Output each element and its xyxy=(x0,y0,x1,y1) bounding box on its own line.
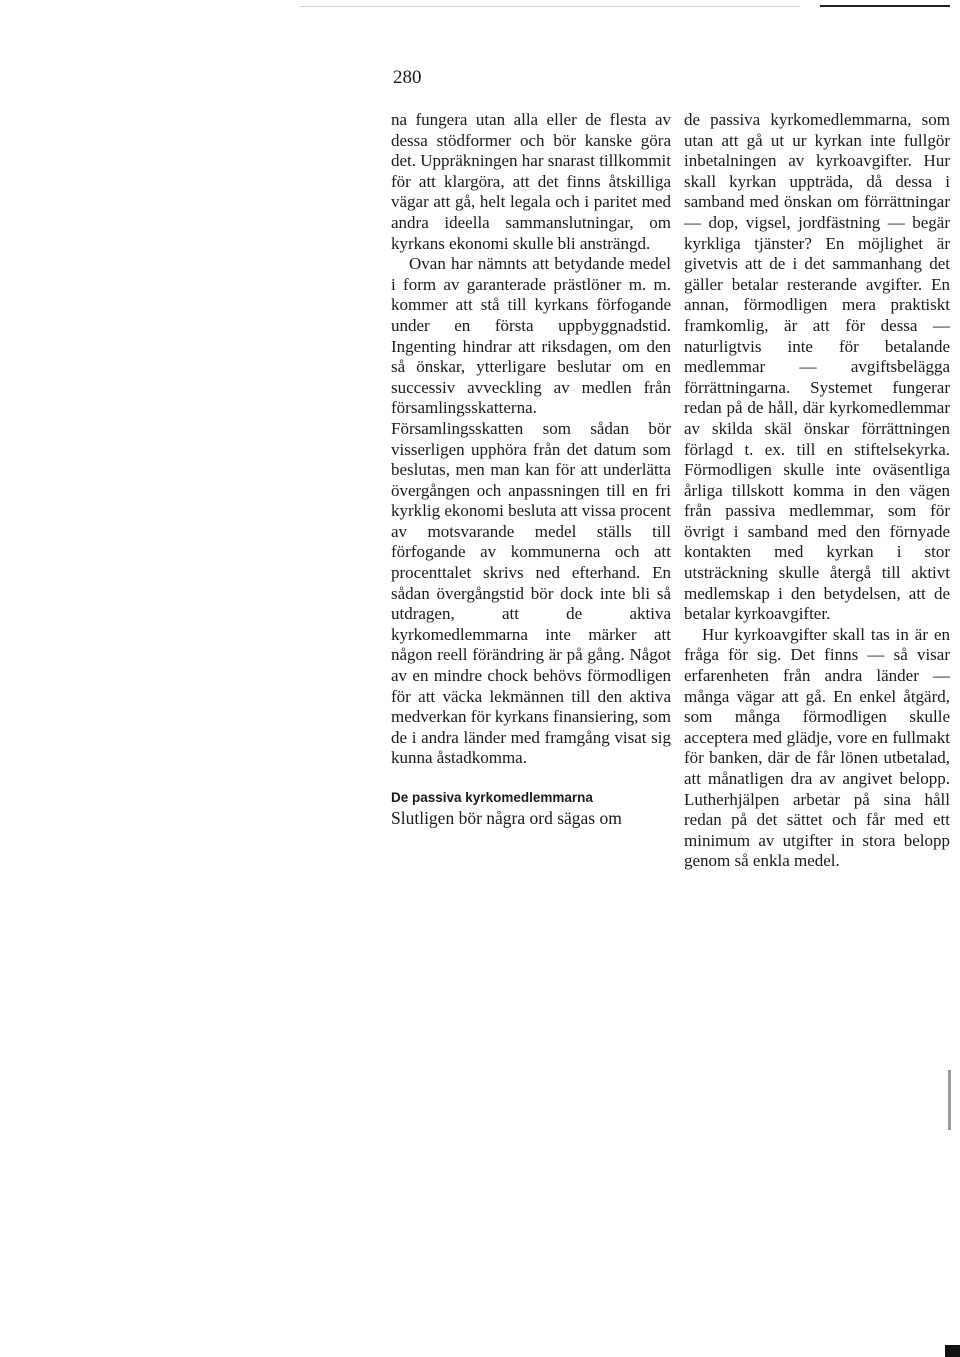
right-paragraph-2: Hur kyrkoavgifter skall tas in är en fråga för sig. Det finns — så visar erfarenheten från andra länder — många vägar att gå. En enkel åtgärd, som många förmodligen skulle acceptera med glädje, vore en fullmakt för banken, där de får lönen utbetalad, att månatligen dra av angivet belopp. Lutherhjälpen arbetar på sina håll redan på det sättet och får med ett minimum av utgifter in stora belopp genom så enkla medel. xyxy=(684,624,950,871)
scan-speck xyxy=(945,1345,960,1357)
scan-speck xyxy=(948,1070,951,1130)
left-paragraph-3: Slutligen bör några ord sägas om xyxy=(391,808,622,828)
section-heading: De passiva kyrkomedlemmarna xyxy=(391,790,593,805)
left-paragraph-2: Ovan har nämnts att betydande medel i form av garanterade prästlöner m. m. kommer att stå till kyrkans förfogande under en första uppbyggnadstid. Ingenting hindrar att riksdagen, om den så önskar, ytterligare beslutar om en successiv avveckling av medlen från församlingsskatterna. Församlingsskatten som sådan bör visserligen upphöra från det datum som beslutas, men man kan för att underlätta övergången och anpassningen till en fri kyrklig ekonomi besluta att vissa procent av motsvarande medel ställs till förfogande av kommunerna och att procenttalet skrivs ned efterhand. En sådan övergångstid bör dock inte bli så utdragen, att de aktiva kyrkomedlemmarna inte märker att någon reell förändring är på gång. Något av en mindre chock behövs förmodligen för att väcka lekmännen till den aktiva medverkan för kyrkans finansiering, som de i andra länder med framgång visat sig kunna åstadkomma. xyxy=(391,254,671,768)
scan-edge-mark xyxy=(820,5,950,7)
left-paragraph-1: na fungera utan alla eller de flesta av dessa stödformer och bör kanske göra det. Uppräkningen har snarast tillkommit för att klargöra, att det finns åtskilliga vägar att gå, helt legala och i paritet med andra ideella sammanslutningar, om kyrkans ekonomi skulle bli ansträngd. xyxy=(391,110,671,253)
right-column xyxy=(684,110,950,872)
scan-edge-line xyxy=(300,6,800,7)
right-paragraph-1: de passiva kyrkomedlemmarna, som utan att gå ut ur kyrkan inte fullgör inbetalningen av kyrkoavgifter. Hur skall kyrkan uppträda, då dessa i samband med önskan om förrättningar — dop, vigsel, jordfästning — begär kyrkliga tjänster? En möjlighet är givetvis att de i det sammanhang det gäller betalar resterande avgifter. En annan, förmodligen mera praktiskt framkomlig, är att för dessa — naturligtvis inte för betalande medlemmar — avgiftsbelägga förrättningarna. Systemet fungerar redan på de håll, där kyrkomedlemmar av skilda skäl önskar förrättningen förlagd t. ex. till en stiftelsekyrka. Förmodligen skulle inte oväsentliga årliga tillskott komma in den vägen från passiva medlemmar, som för övrigt i samband med den förnyade kontakten med kyrkan i stor utsträckning skulle återgå till aktivt medlemskap i den betydelsen, att de betalar kyrkoavgifter. xyxy=(684,110,950,624)
left-column xyxy=(391,110,671,829)
page-number: 280 xyxy=(393,67,422,88)
